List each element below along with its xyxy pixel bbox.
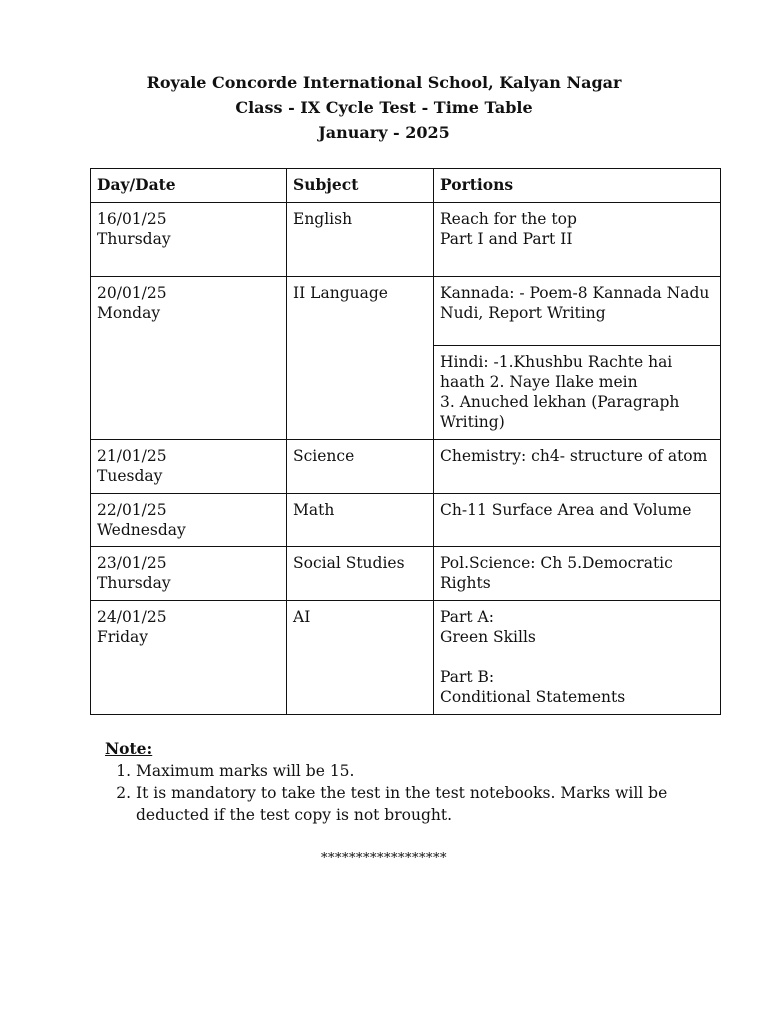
timetable-title: Class - IX Cycle Test - Time Table bbox=[235, 98, 533, 117]
daydate-cell bbox=[91, 601, 287, 715]
column-header-daydate: Day/Date bbox=[91, 169, 287, 203]
day-text: Wednesday bbox=[97, 521, 186, 539]
date-text: 20/01/25 bbox=[97, 284, 167, 302]
subject-cell: AI bbox=[287, 601, 434, 715]
portion-line: Hindi: -1.Khushbu Rachte hai haath 2. Naye Ilake mein bbox=[440, 353, 673, 391]
daydate-cell bbox=[91, 203, 287, 277]
date-text: 22/01/25 bbox=[97, 501, 167, 519]
date-text: 21/01/25 bbox=[97, 447, 167, 465]
portions-cell bbox=[434, 277, 721, 346]
table-row bbox=[91, 601, 721, 715]
day-text: Tuesday bbox=[97, 467, 163, 485]
portions-cell bbox=[434, 547, 721, 601]
note-section bbox=[105, 738, 705, 826]
portion-line: Conditional Statements bbox=[440, 688, 626, 706]
day-text: Friday bbox=[97, 628, 149, 646]
note-list bbox=[105, 760, 705, 826]
portions-cell bbox=[434, 601, 721, 715]
portion-line: Ch-11 Surface Area and Volume bbox=[440, 501, 692, 519]
subject-cell: Science bbox=[287, 440, 434, 494]
note-title: Note: bbox=[105, 739, 153, 758]
table-row bbox=[91, 277, 721, 346]
portions-cell bbox=[434, 203, 721, 277]
portion-line: Chemistry: ch4- structure of atom bbox=[440, 447, 708, 465]
document-header bbox=[0, 70, 768, 145]
portions-cell bbox=[434, 440, 721, 494]
portion-line: Part A: bbox=[440, 608, 494, 626]
portion-line: Green Skills bbox=[440, 628, 536, 646]
portion-line: Part I and Part II bbox=[440, 230, 573, 248]
daydate-cell bbox=[91, 494, 287, 547]
note-item: 1. Maximum marks will be 15. bbox=[136, 760, 705, 782]
portion-line: Reach for the top bbox=[440, 210, 577, 228]
portion-spacer bbox=[440, 647, 714, 667]
portion-line: Part B: bbox=[440, 668, 495, 686]
table-row bbox=[91, 494, 721, 547]
portions-cell bbox=[434, 494, 721, 547]
timetable bbox=[90, 168, 721, 715]
subject-cell: Math bbox=[287, 494, 434, 547]
day-text: Thursday bbox=[97, 230, 171, 248]
column-header-portions: Portions bbox=[434, 169, 721, 203]
date-text: 16/01/25 bbox=[97, 210, 167, 228]
timetable-month: January - 2025 bbox=[318, 123, 450, 142]
footer-stars: ****************** bbox=[321, 851, 447, 866]
subject-cell: II Language bbox=[287, 277, 434, 440]
table-header-row bbox=[91, 169, 721, 203]
daydate-cell bbox=[91, 277, 287, 440]
note-item: 2. It is mandatory to take the test in the test notebooks. Marks will be deducted if the test copy is not brought. bbox=[136, 782, 705, 826]
table-row bbox=[91, 203, 721, 277]
table-row bbox=[91, 547, 721, 601]
day-text: Thursday bbox=[97, 574, 171, 592]
daydate-cell bbox=[91, 547, 287, 601]
subject-cell: Social Studies bbox=[287, 547, 434, 601]
subject-cell: English bbox=[287, 203, 434, 277]
school-name: Royale Concorde International School, Kalyan Nagar bbox=[146, 73, 622, 92]
date-text: 23/01/25 bbox=[97, 554, 167, 572]
daydate-cell bbox=[91, 440, 287, 494]
portion-line: Kannada: - Poem-8 Kannada Nadu Nudi, Report Writing bbox=[440, 284, 710, 322]
portions-cell bbox=[434, 346, 721, 440]
column-header-subject: Subject bbox=[287, 169, 434, 203]
portion-line: 3. Anuched lekhan (Paragraph Writing) bbox=[440, 393, 680, 431]
portion-line: Pol.Science: Ch 5.Democratic Rights bbox=[440, 554, 673, 592]
table-row bbox=[91, 440, 721, 494]
date-text: 24/01/25 bbox=[97, 608, 167, 626]
day-text: Monday bbox=[97, 304, 161, 322]
